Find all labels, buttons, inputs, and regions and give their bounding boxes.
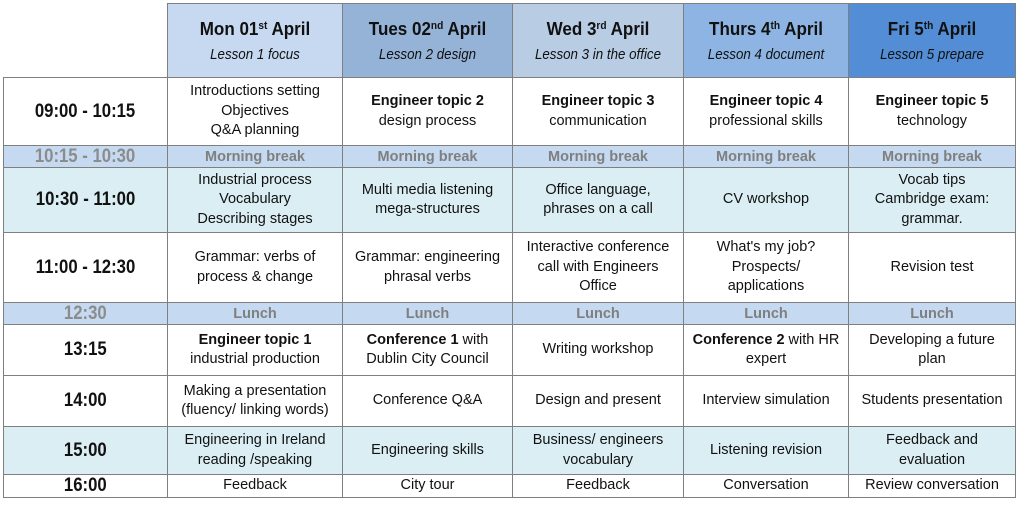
session-title	[687, 92, 845, 112]
session-cell	[684, 376, 849, 427]
session-title	[516, 92, 680, 112]
session-cell	[513, 325, 684, 376]
session-line: (fluency/ linking words)	[181, 402, 329, 418]
day-title: Thurs 4th April	[709, 17, 823, 39]
session-cell	[168, 168, 343, 233]
session-cell	[513, 78, 684, 146]
session-cell	[684, 233, 849, 303]
session-line: Objectives	[221, 102, 289, 119]
break-row	[4, 146, 1016, 168]
session-cell	[849, 427, 1016, 475]
session-topic: Engineer topic 4	[709, 93, 823, 109]
break-cell: Morning break	[684, 146, 849, 168]
session-cell	[513, 475, 684, 498]
session-title	[852, 92, 1012, 112]
session-title	[346, 92, 509, 112]
session-line: Dublin City Council	[366, 351, 489, 367]
session-cell	[168, 475, 343, 498]
session-cell	[513, 233, 684, 303]
session-line: plan	[918, 351, 946, 367]
time-label: 16:00	[64, 475, 107, 497]
lesson-title: Lesson 4 document	[707, 46, 825, 63]
session-cell	[684, 78, 849, 146]
session-cell	[684, 475, 849, 498]
session-line: Business/ engineers	[532, 432, 664, 448]
schedule-row	[4, 376, 1016, 427]
session-title	[346, 331, 509, 351]
time-label: 11:00 - 12:30	[35, 256, 136, 278]
schedule-row	[4, 168, 1016, 233]
session-line: Vocabulary	[219, 191, 291, 208]
break-cell: Morning break	[849, 146, 1016, 168]
session-line: City tour	[400, 477, 455, 494]
session-line: professional skills	[709, 112, 823, 129]
session-line: Listening revision	[709, 441, 823, 458]
time-slot	[4, 168, 168, 233]
session-line: Engineering in Ireland	[184, 432, 326, 448]
session-line: Developing a future	[869, 331, 995, 348]
session-line: Grammar: engineering	[354, 249, 501, 265]
break-cell: Lunch	[849, 303, 1016, 325]
day-title: Mon 01st April	[199, 17, 311, 39]
session-cell	[513, 376, 684, 427]
session-title	[171, 331, 339, 351]
schedule-row	[4, 427, 1016, 475]
session-topic: Engineer topic 1	[198, 331, 312, 348]
time-slot	[4, 146, 168, 168]
session-line: Design and present	[535, 392, 661, 409]
day-header-wed	[513, 4, 684, 78]
lesson-title: Lesson 2 design	[378, 46, 477, 63]
session-cell	[343, 427, 513, 475]
session-line: Grammar: verbs of	[194, 249, 316, 265]
session-cell	[343, 78, 513, 146]
session-line: Office	[579, 278, 617, 295]
day-title: Fri 5th April	[887, 17, 977, 39]
session-line: reading /speaking	[197, 451, 313, 468]
session-line: Conference Q&A	[372, 392, 483, 409]
schedule-row	[4, 233, 1016, 303]
day-title: Wed 3rd April	[546, 17, 650, 39]
session-line: expert	[745, 351, 787, 367]
session-cell	[343, 233, 513, 303]
lesson-title: Lesson 5 prepare	[880, 46, 984, 63]
session-cell	[343, 168, 513, 233]
time-label: 14:00	[64, 390, 107, 412]
session-line: Feedback	[566, 477, 630, 494]
timetable	[3, 3, 1016, 498]
break-cell: Lunch	[168, 303, 343, 325]
session-title	[687, 331, 845, 351]
session-line: Writing workshop	[542, 341, 654, 358]
session-title-suffix: with	[458, 331, 489, 348]
header-row	[4, 4, 1016, 78]
session-cell	[343, 376, 513, 427]
session-cell	[849, 325, 1016, 376]
break-cell: Lunch	[684, 303, 849, 325]
session-line: Prospects/	[731, 258, 801, 275]
session-line: What's my job?	[716, 239, 816, 256]
session-line: Q&A planning	[210, 122, 300, 139]
session-line: mega-structures	[375, 201, 480, 217]
session-cell	[684, 325, 849, 376]
session-line: Vocab tips	[898, 171, 966, 188]
session-topic: Engineer topic 2	[371, 93, 484, 109]
break-cell: Morning break	[343, 146, 513, 168]
session-line: Feedback	[223, 477, 287, 494]
session-line: Revision test	[890, 258, 974, 275]
session-cell	[343, 475, 513, 498]
time-slot	[4, 427, 168, 475]
session-line: phrases on a call	[543, 201, 653, 217]
schedule-row	[4, 475, 1016, 498]
session-line: grammar.	[901, 210, 963, 227]
day-title: Tues 02nd April	[368, 17, 487, 39]
session-cell	[849, 168, 1016, 233]
session-cell	[343, 325, 513, 376]
time-label: 09:00 - 10:15	[35, 100, 136, 122]
session-topic: Conference 1	[366, 331, 459, 348]
session-cell	[168, 78, 343, 146]
time-label: 15:00	[64, 439, 107, 461]
session-cell	[849, 233, 1016, 303]
session-cell	[849, 475, 1016, 498]
session-line: technology	[896, 112, 968, 129]
lesson-title: Lesson 3 in the office	[534, 46, 662, 63]
session-line: evaluation	[898, 451, 966, 468]
lesson-title: Lesson 1 focus	[210, 46, 300, 63]
day-header-thu	[684, 4, 849, 78]
time-slot	[4, 325, 168, 376]
session-line: Conversation	[723, 477, 809, 494]
session-line: Engineering skills	[371, 441, 484, 458]
session-line: Cambridge exam:	[874, 191, 990, 208]
break-cell: Lunch	[343, 303, 513, 325]
session-line: industrial production	[190, 351, 320, 367]
session-cell	[684, 168, 849, 233]
break-cell: Lunch	[513, 303, 684, 325]
time-slot	[4, 78, 168, 146]
schedule-row	[4, 78, 1016, 146]
session-line: CV workshop	[722, 191, 810, 208]
session-line: process & change	[196, 268, 314, 285]
session-cell	[513, 168, 684, 233]
day-header-mon	[168, 4, 343, 78]
session-line: Interactive conference	[526, 239, 670, 256]
time-slot	[4, 376, 168, 427]
corner-cell	[4, 4, 168, 78]
time-label: 13:15	[64, 339, 107, 361]
session-cell	[168, 233, 343, 303]
session-topic: Engineer topic 3	[541, 93, 655, 109]
session-cell	[168, 325, 343, 376]
timetable-body	[4, 4, 1016, 498]
session-line: Making a presentation	[183, 382, 327, 399]
session-line: Review conversation	[865, 477, 999, 494]
session-title-suffix: with HR	[784, 331, 840, 348]
schedule-row	[4, 325, 1016, 376]
session-topic: Conference 2	[692, 331, 785, 348]
time-label: 10:30 - 11:00	[35, 189, 136, 211]
session-cell	[168, 427, 343, 475]
day-header-tue	[343, 4, 513, 78]
day-header-fri	[849, 4, 1016, 78]
session-line: Industrial process	[198, 171, 312, 188]
session-cell	[684, 427, 849, 475]
time-label: 12:30	[64, 302, 107, 324]
session-cell	[849, 78, 1016, 146]
time-slot	[4, 233, 168, 303]
session-line: Office language,	[545, 181, 651, 198]
session-line: Feedback and	[886, 432, 978, 448]
session-cell	[168, 376, 343, 427]
time-slot	[4, 303, 168, 325]
session-line: communication	[549, 112, 647, 129]
session-line: vocabulary	[562, 451, 634, 468]
session-cell	[849, 376, 1016, 427]
session-line: call with Engineers	[537, 258, 659, 275]
session-line: design process	[378, 112, 477, 129]
break-row	[4, 303, 1016, 325]
session-line: Multi media listening	[361, 181, 494, 198]
session-line: phrasal verbs	[383, 268, 472, 285]
break-cell: Morning break	[513, 146, 684, 168]
session-line: Students presentation	[861, 392, 1003, 409]
session-line: Describing stages	[197, 210, 313, 227]
session-cell	[513, 427, 684, 475]
session-line: Interview simulation	[702, 392, 830, 409]
session-line: Introductions setting	[190, 83, 320, 100]
session-line: applications	[727, 278, 805, 295]
session-topic: Engineer topic 5	[875, 93, 989, 109]
time-slot	[4, 475, 168, 498]
break-cell: Morning break	[168, 146, 343, 168]
time-label: 10:15 - 10:30	[35, 145, 136, 167]
